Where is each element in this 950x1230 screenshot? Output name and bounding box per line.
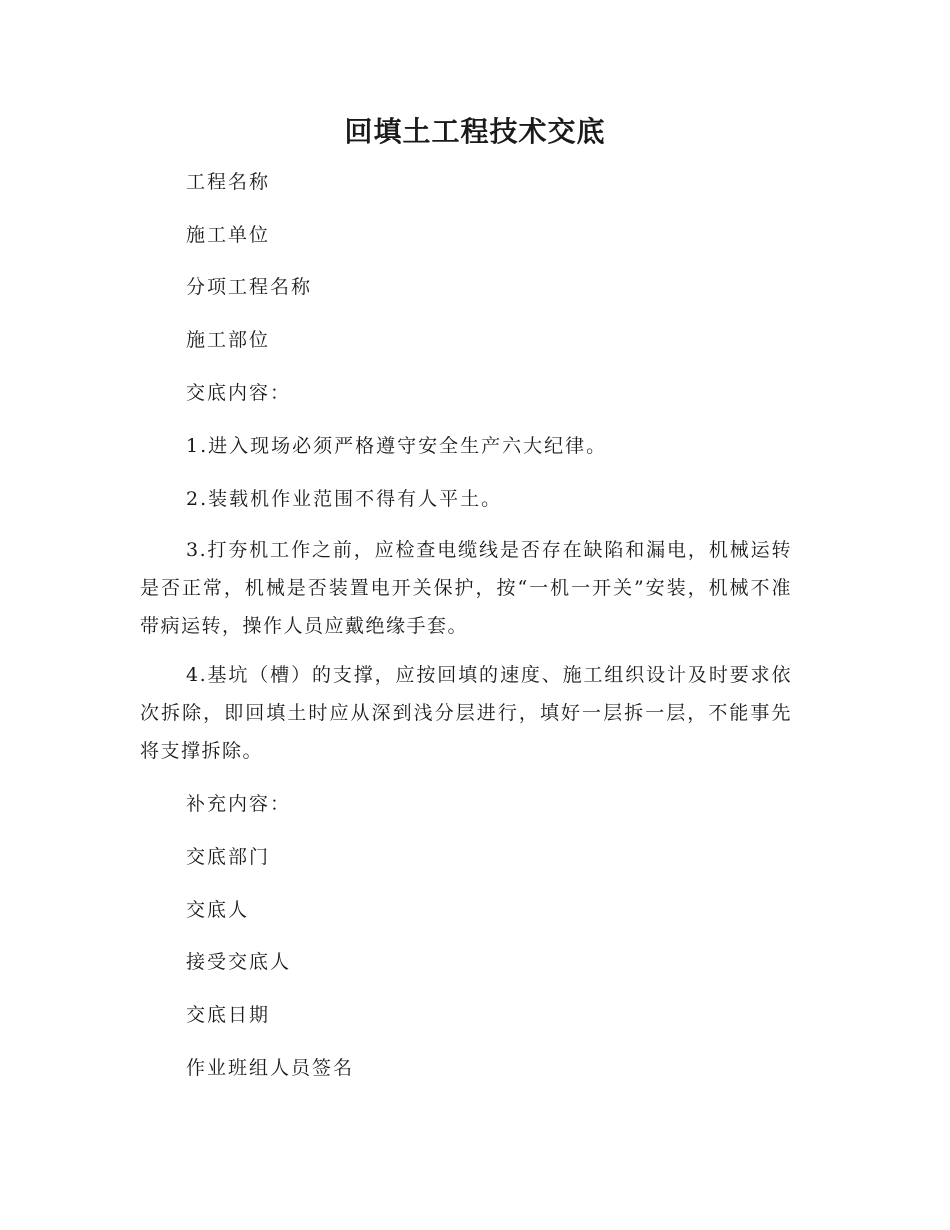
field-recipient: 接受交底人 — [186, 951, 292, 973]
item-2: 2.装载机作业范围不得有人平土。 — [186, 488, 503, 510]
field-disclosure-content: 交底内容： — [186, 382, 292, 404]
field-team-signatures: 作业班组人员签名 — [186, 1057, 355, 1079]
field-discloser: 交底人 — [186, 899, 250, 921]
field-construction-location: 施工部位 — [186, 329, 271, 351]
field-project-name: 工程名称 — [186, 171, 271, 193]
document-title: 回填土工程技术交底 — [344, 115, 606, 148]
item-3: 3.打夯机工作之前，应检查电缆线是否存在缺陷和漏电，机械运转是否正常，机械是否装置电开关保护，按“一机一开关”安装，机械不准带病运转，操作人员应戴绝缘手套。 — [140, 539, 792, 637]
item-4: 4.基坑（槽）的支撑，应按回填的速度、施工组织设计及时要求依次拆除，即回填土时应从深到浅分层进行，填好一层拆一层，不能事先将支撑拆除。 — [140, 664, 792, 762]
field-construction-unit: 施工单位 — [186, 224, 271, 246]
field-sub-project-name: 分项工程名称 — [186, 276, 313, 298]
field-disclosure-date: 交底日期 — [186, 1004, 271, 1026]
item-1: 1.进入现场必须严格遵守安全生产六大纪律。 — [186, 435, 608, 457]
field-supplementary-content: 补充内容： — [186, 793, 292, 815]
field-disclosure-department: 交底部门 — [186, 846, 271, 868]
